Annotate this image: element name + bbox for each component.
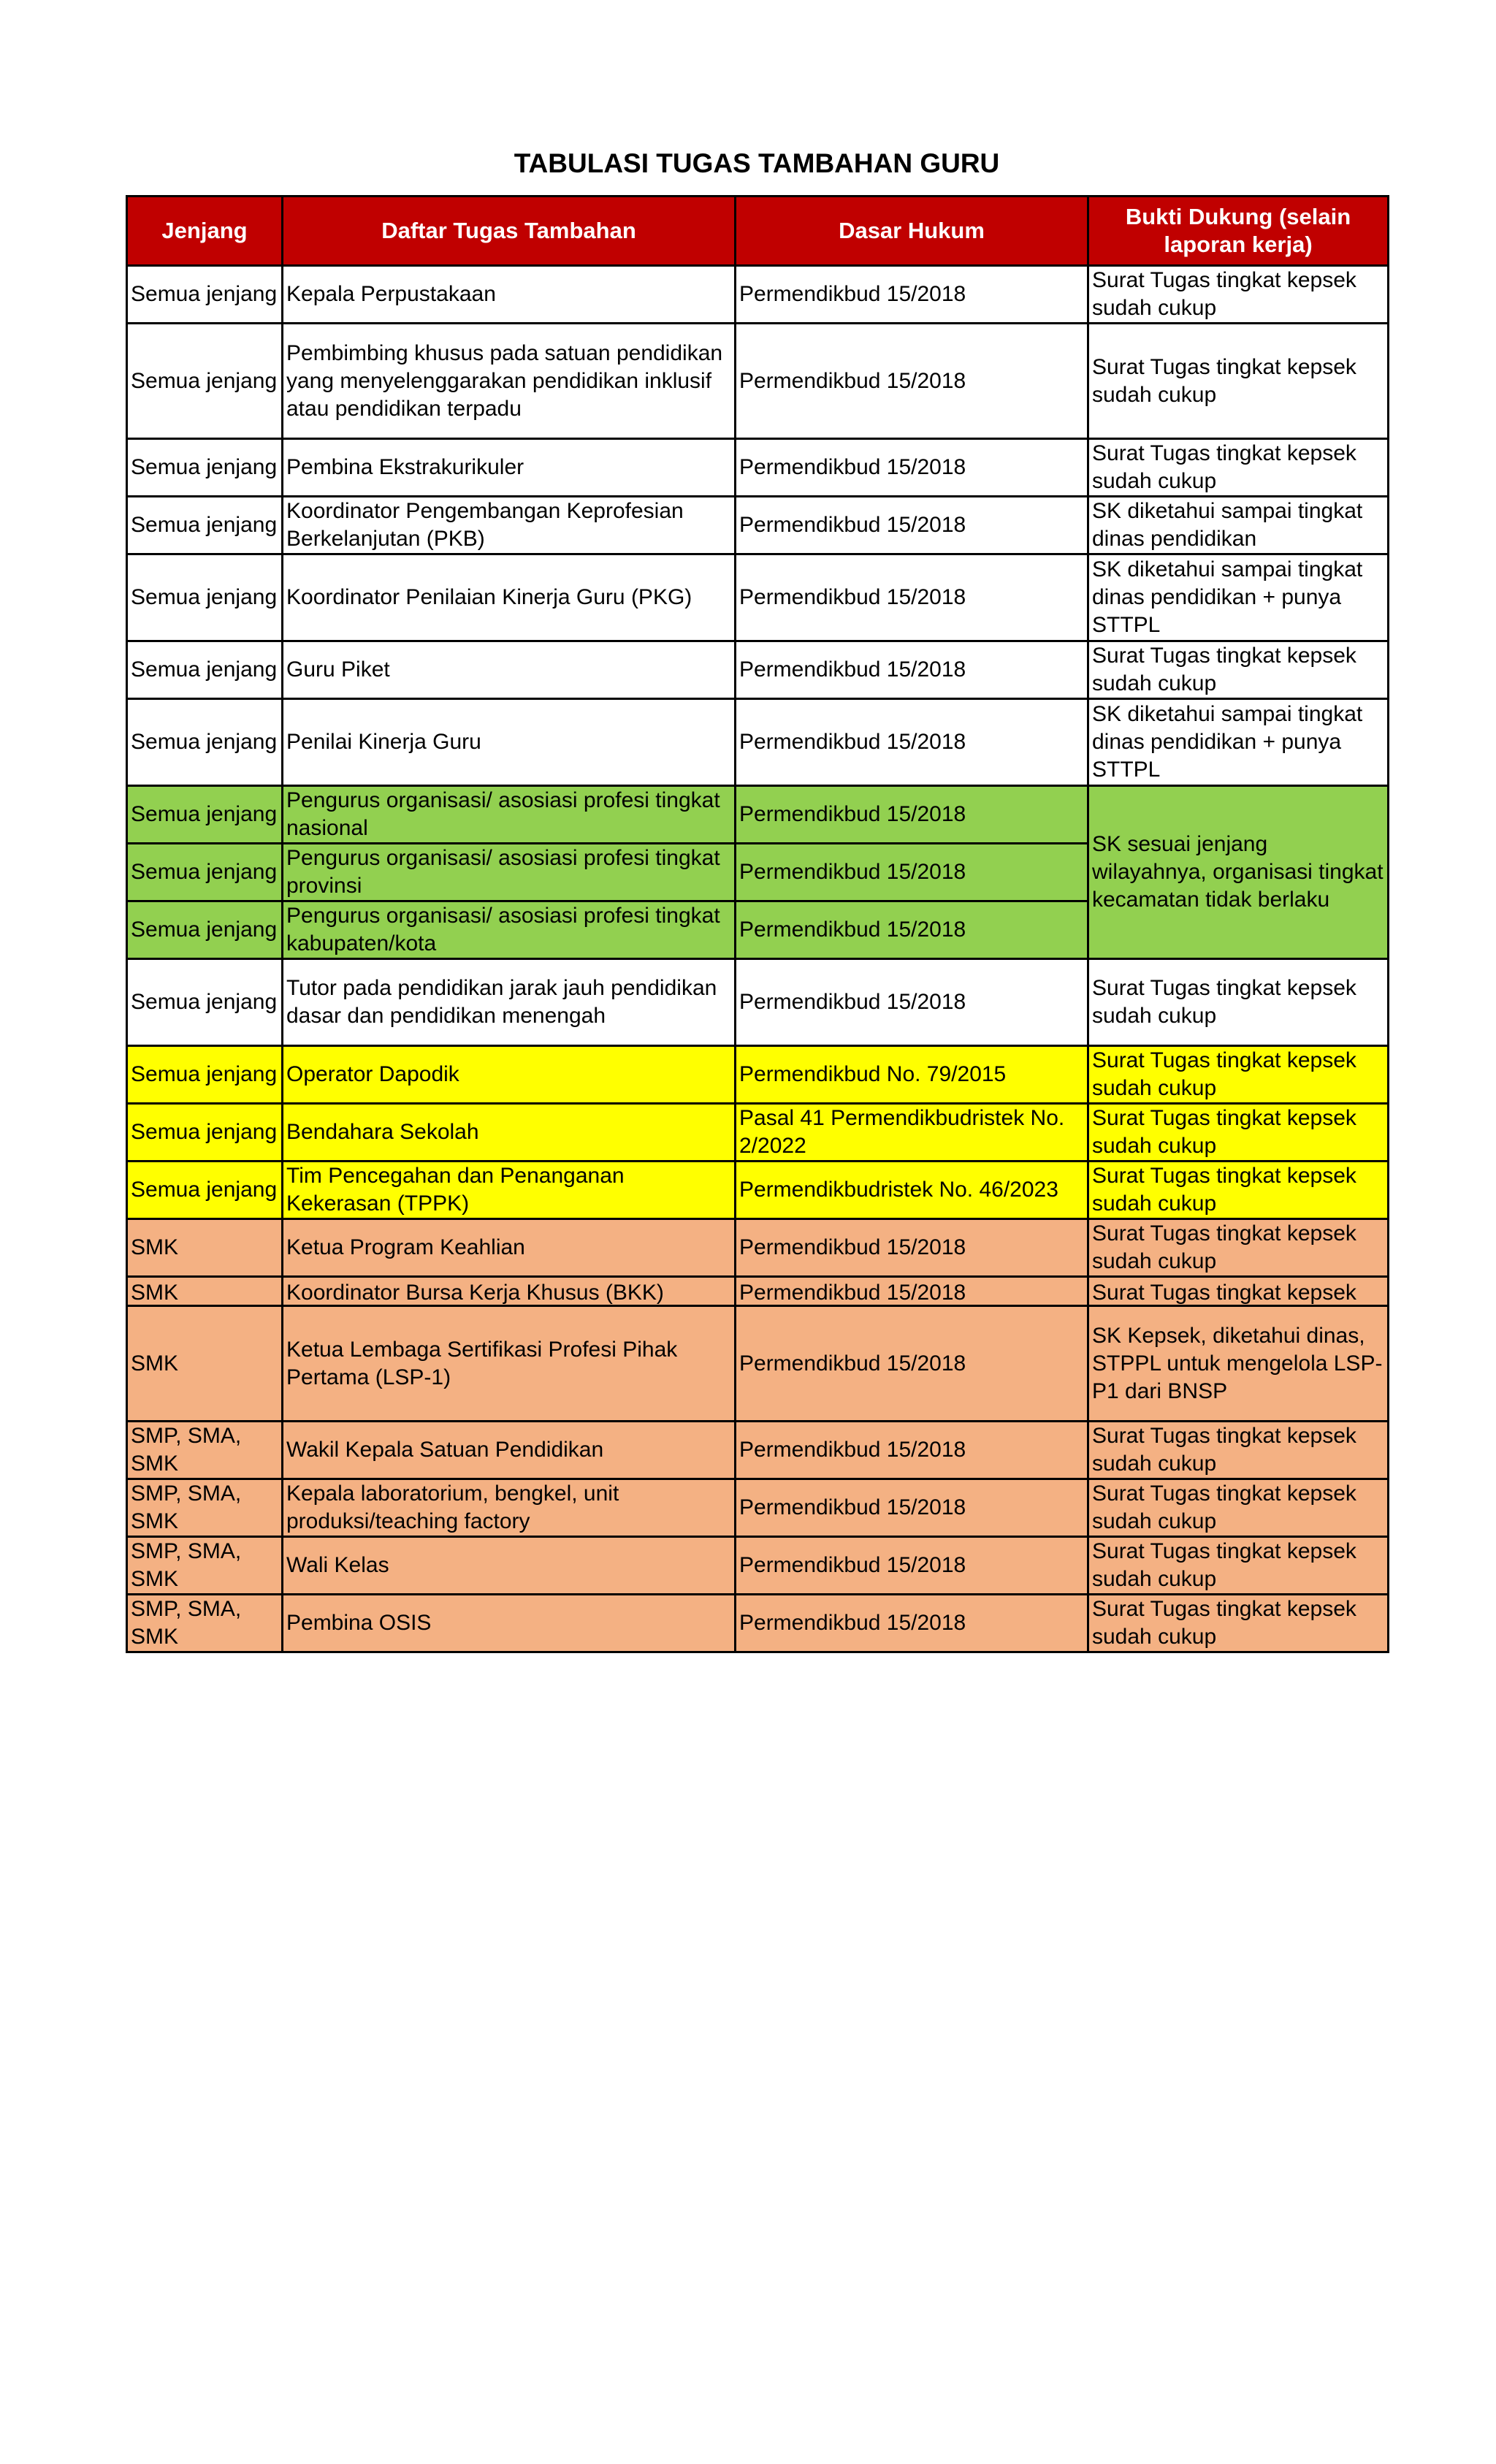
tugas-cell: Koordinator Penilaian Kinerja Guru (PKG) [283,554,736,641]
bukti-dukung-cell: SK Kepsek, diketahui dinas, STPPL untuk mengelola LSP-P1 dari BNSP [1088,1306,1389,1422]
dasar-hukum-cell: Permendikbud 15/2018 [736,497,1088,554]
tugas-cell: Pengurus organisasi/ asosiasi profesi tingkat nasional [283,786,736,844]
dasar-hukum-cell: Permendikbud 15/2018 [736,1422,1088,1479]
jenjang-cell: SMP, SMA, SMK [127,1479,283,1537]
table-row [127,554,1389,641]
table-row [127,959,1389,1046]
tugas-cell: Penilai Kinerja Guru [283,699,736,786]
dasar-hukum-cell: Permendikbud 15/2018 [736,1595,1088,1652]
table-row [127,1537,1389,1595]
bukti-dukung-cell: Surat Tugas tingkat kepsek sudah cukup [1088,1422,1389,1479]
dasar-hukum-cell: Permendikbud 15/2018 [736,699,1088,786]
bukti-dukung-cell: Surat Tugas tingkat kepsek sudah cukup [1088,959,1389,1046]
tugas-cell: Tutor pada pendidikan jarak jauh pendidikan dasar dan pendidikan menengah [283,959,736,1046]
bukti-dukung-cell: SK diketahui sampai tingkat dinas pendidikan [1088,497,1389,554]
jenjang-cell: Semua jenjang [127,1104,283,1162]
table-row [127,1162,1389,1219]
tugas-tambahan-table [126,195,1389,1653]
table-row [127,324,1389,439]
bukti-dukung-cell: SK diketahui sampai tingkat dinas pendidikan + punya STTPL [1088,699,1389,786]
bukti-dukung-cell: Surat Tugas tingkat kepsek sudah cukup [1088,324,1389,439]
table-row [127,266,1389,324]
dasar-hukum-cell: Pasal 41 Permendikbudristek No. 2/2022 [736,1104,1088,1162]
table-row [127,1422,1389,1479]
dasar-hukum-cell: Permendikbud 15/2018 [736,554,1088,641]
dasar-hukum-cell: Permendikbud 15/2018 [736,324,1088,439]
tugas-cell: Ketua Program Keahlian [283,1219,736,1277]
dasar-hukum-cell: Permendikbud 15/2018 [736,1219,1088,1277]
tugas-cell: Pembimbing khusus pada satuan pendidikan yang menyelenggarakan pendidikan inklusif atau pendidikan terpadu [283,324,736,439]
tugas-cell: Wali Kelas [283,1537,736,1595]
bukti-dukung-cell: Surat Tugas tingkat kepsek sudah cukup [1088,1219,1389,1277]
table-row [127,1595,1389,1652]
jenjang-cell: Semua jenjang [127,844,283,901]
jenjang-cell: SMK [127,1219,283,1277]
dasar-hukum-cell: Permendikbud 15/2018 [736,1479,1088,1537]
dasar-hukum-cell: Permendikbud 15/2018 [736,439,1088,497]
jenjang-cell: Semua jenjang [127,1046,283,1104]
jenjang-cell: Semua jenjang [127,554,283,641]
table-row [127,1104,1389,1162]
table-row [127,699,1389,786]
jenjang-cell: SMK [127,1306,283,1422]
header-jenjang: Jenjang [127,197,283,266]
table-row [127,497,1389,554]
table-row [127,1306,1389,1422]
table-row [127,439,1389,497]
jenjang-cell: Semua jenjang [127,786,283,844]
tugas-cell: Pengurus organisasi/ asosiasi profesi tingkat kabupaten/kota [283,901,736,959]
jenjang-cell: SMP, SMA, SMK [127,1537,283,1595]
tugas-cell: Pembina Ekstrakurikuler [283,439,736,497]
dasar-hukum-cell: Permendikbud 15/2018 [736,786,1088,844]
tugas-cell: Bendahara Sekolah [283,1104,736,1162]
dasar-hukum-cell: Permendikbud 15/2018 [736,959,1088,1046]
bukti-dukung-cell: Surat Tugas tingkat kepsek sudah cukup [1088,1162,1389,1219]
jenjang-cell: Semua jenjang [127,959,283,1046]
jenjang-cell: SMP, SMA, SMK [127,1595,283,1652]
tugas-cell: Pengurus organisasi/ asosiasi profesi tingkat provinsi [283,844,736,901]
tugas-cell: Guru Piket [283,641,736,699]
bukti-dukung-cell: SK diketahui sampai tingkat dinas pendidikan + punya STTPL [1088,554,1389,641]
dasar-hukum-cell: Permendikbudristek No. 46/2023 [736,1162,1088,1219]
header-row [127,197,1389,266]
jenjang-cell: Semua jenjang [127,1162,283,1219]
bukti-dukung-cell: Surat Tugas tingkat kepsek sudah cukup [1088,1046,1389,1104]
jenjang-cell: Semua jenjang [127,324,283,439]
dasar-hukum-cell: Permendikbud 15/2018 [736,266,1088,324]
tugas-cell: Pembina OSIS [283,1595,736,1652]
jenjang-cell: Semua jenjang [127,439,283,497]
table-row [127,1046,1389,1104]
table-row [127,1277,1389,1306]
tugas-cell: Koordinator Pengembangan Keprofesian Berkelanjutan (PKB) [283,497,736,554]
tugas-cell: Operator Dapodik [283,1046,736,1104]
jenjang-cell: Semua jenjang [127,497,283,554]
dasar-hukum-cell: Permendikbud 15/2018 [736,641,1088,699]
dasar-hukum-cell: Permendikbud No. 79/2015 [736,1046,1088,1104]
bukti-dukung-cell: Surat Tugas tingkat kepsek sudah cukup [1088,641,1389,699]
jenjang-cell: SMK [127,1277,283,1306]
tugas-cell: Kepala Perpustakaan [283,266,736,324]
bukti-dukung-cell: Surat Tugas tingkat kepsek sudah cukup [1088,1595,1389,1652]
jenjang-cell: Semua jenjang [127,699,283,786]
dasar-hukum-cell: Permendikbud 15/2018 [736,901,1088,959]
header-dasar-hukum: Dasar Hukum [736,197,1088,266]
dasar-hukum-cell: Permendikbud 15/2018 [736,844,1088,901]
tugas-cell: Wakil Kepala Satuan Pendidikan [283,1422,736,1479]
bukti-dukung-cell-merged: SK sesuai jenjang wilayahnya, organisasi tingkat kecamatan tidak berlaku [1088,786,1389,959]
dasar-hukum-cell: Permendikbud 15/2018 [736,1306,1088,1422]
bukti-dukung-cell: Surat Tugas tingkat kepsek sudah cukup [1088,1479,1389,1537]
jenjang-cell: Semua jenjang [127,641,283,699]
jenjang-cell: Semua jenjang [127,901,283,959]
table-row [127,786,1389,844]
bukti-dukung-cell: Surat Tugas tingkat kepsek sudah cukup [1088,1104,1389,1162]
dasar-hukum-cell: Permendikbud 15/2018 [736,1277,1088,1306]
bukti-dukung-cell: Surat Tugas tingkat kepsek sudah cukup [1088,1537,1389,1595]
jenjang-cell: SMP, SMA, SMK [127,1422,283,1479]
tugas-cell: Kepala laboratorium, bengkel, unit produksi/teaching factory [283,1479,736,1537]
table-row [127,1219,1389,1277]
bukti-dukung-cell: Surat Tugas tingkat kepsek sudah cukup [1088,439,1389,497]
table-row [127,1479,1389,1537]
tugas-cell: Tim Pencegahan dan Penanganan Kekerasan (TPPK) [283,1162,736,1219]
table-row [127,641,1389,699]
bukti-dukung-cell: Surat Tugas tingkat kepsek sudah cukup [1088,266,1389,324]
header-bukti-dukung: Bukti Dukung (selain laporan kerja) [1088,197,1389,266]
tugas-cell: Koordinator Bursa Kerja Khusus (BKK) [283,1277,736,1306]
tugas-cell: Ketua Lembaga Sertifikasi Profesi Pihak Pertama (LSP-1) [283,1306,736,1422]
bukti-dukung-cell: Surat Tugas tingkat kepsek [1088,1277,1389,1306]
page-title: TABULASI TUGAS TAMBAHAN GURU [514,148,1000,178]
header-daftar-tugas: Daftar Tugas Tambahan [283,197,736,266]
dasar-hukum-cell: Permendikbud 15/2018 [736,1537,1088,1595]
jenjang-cell: Semua jenjang [127,266,283,324]
